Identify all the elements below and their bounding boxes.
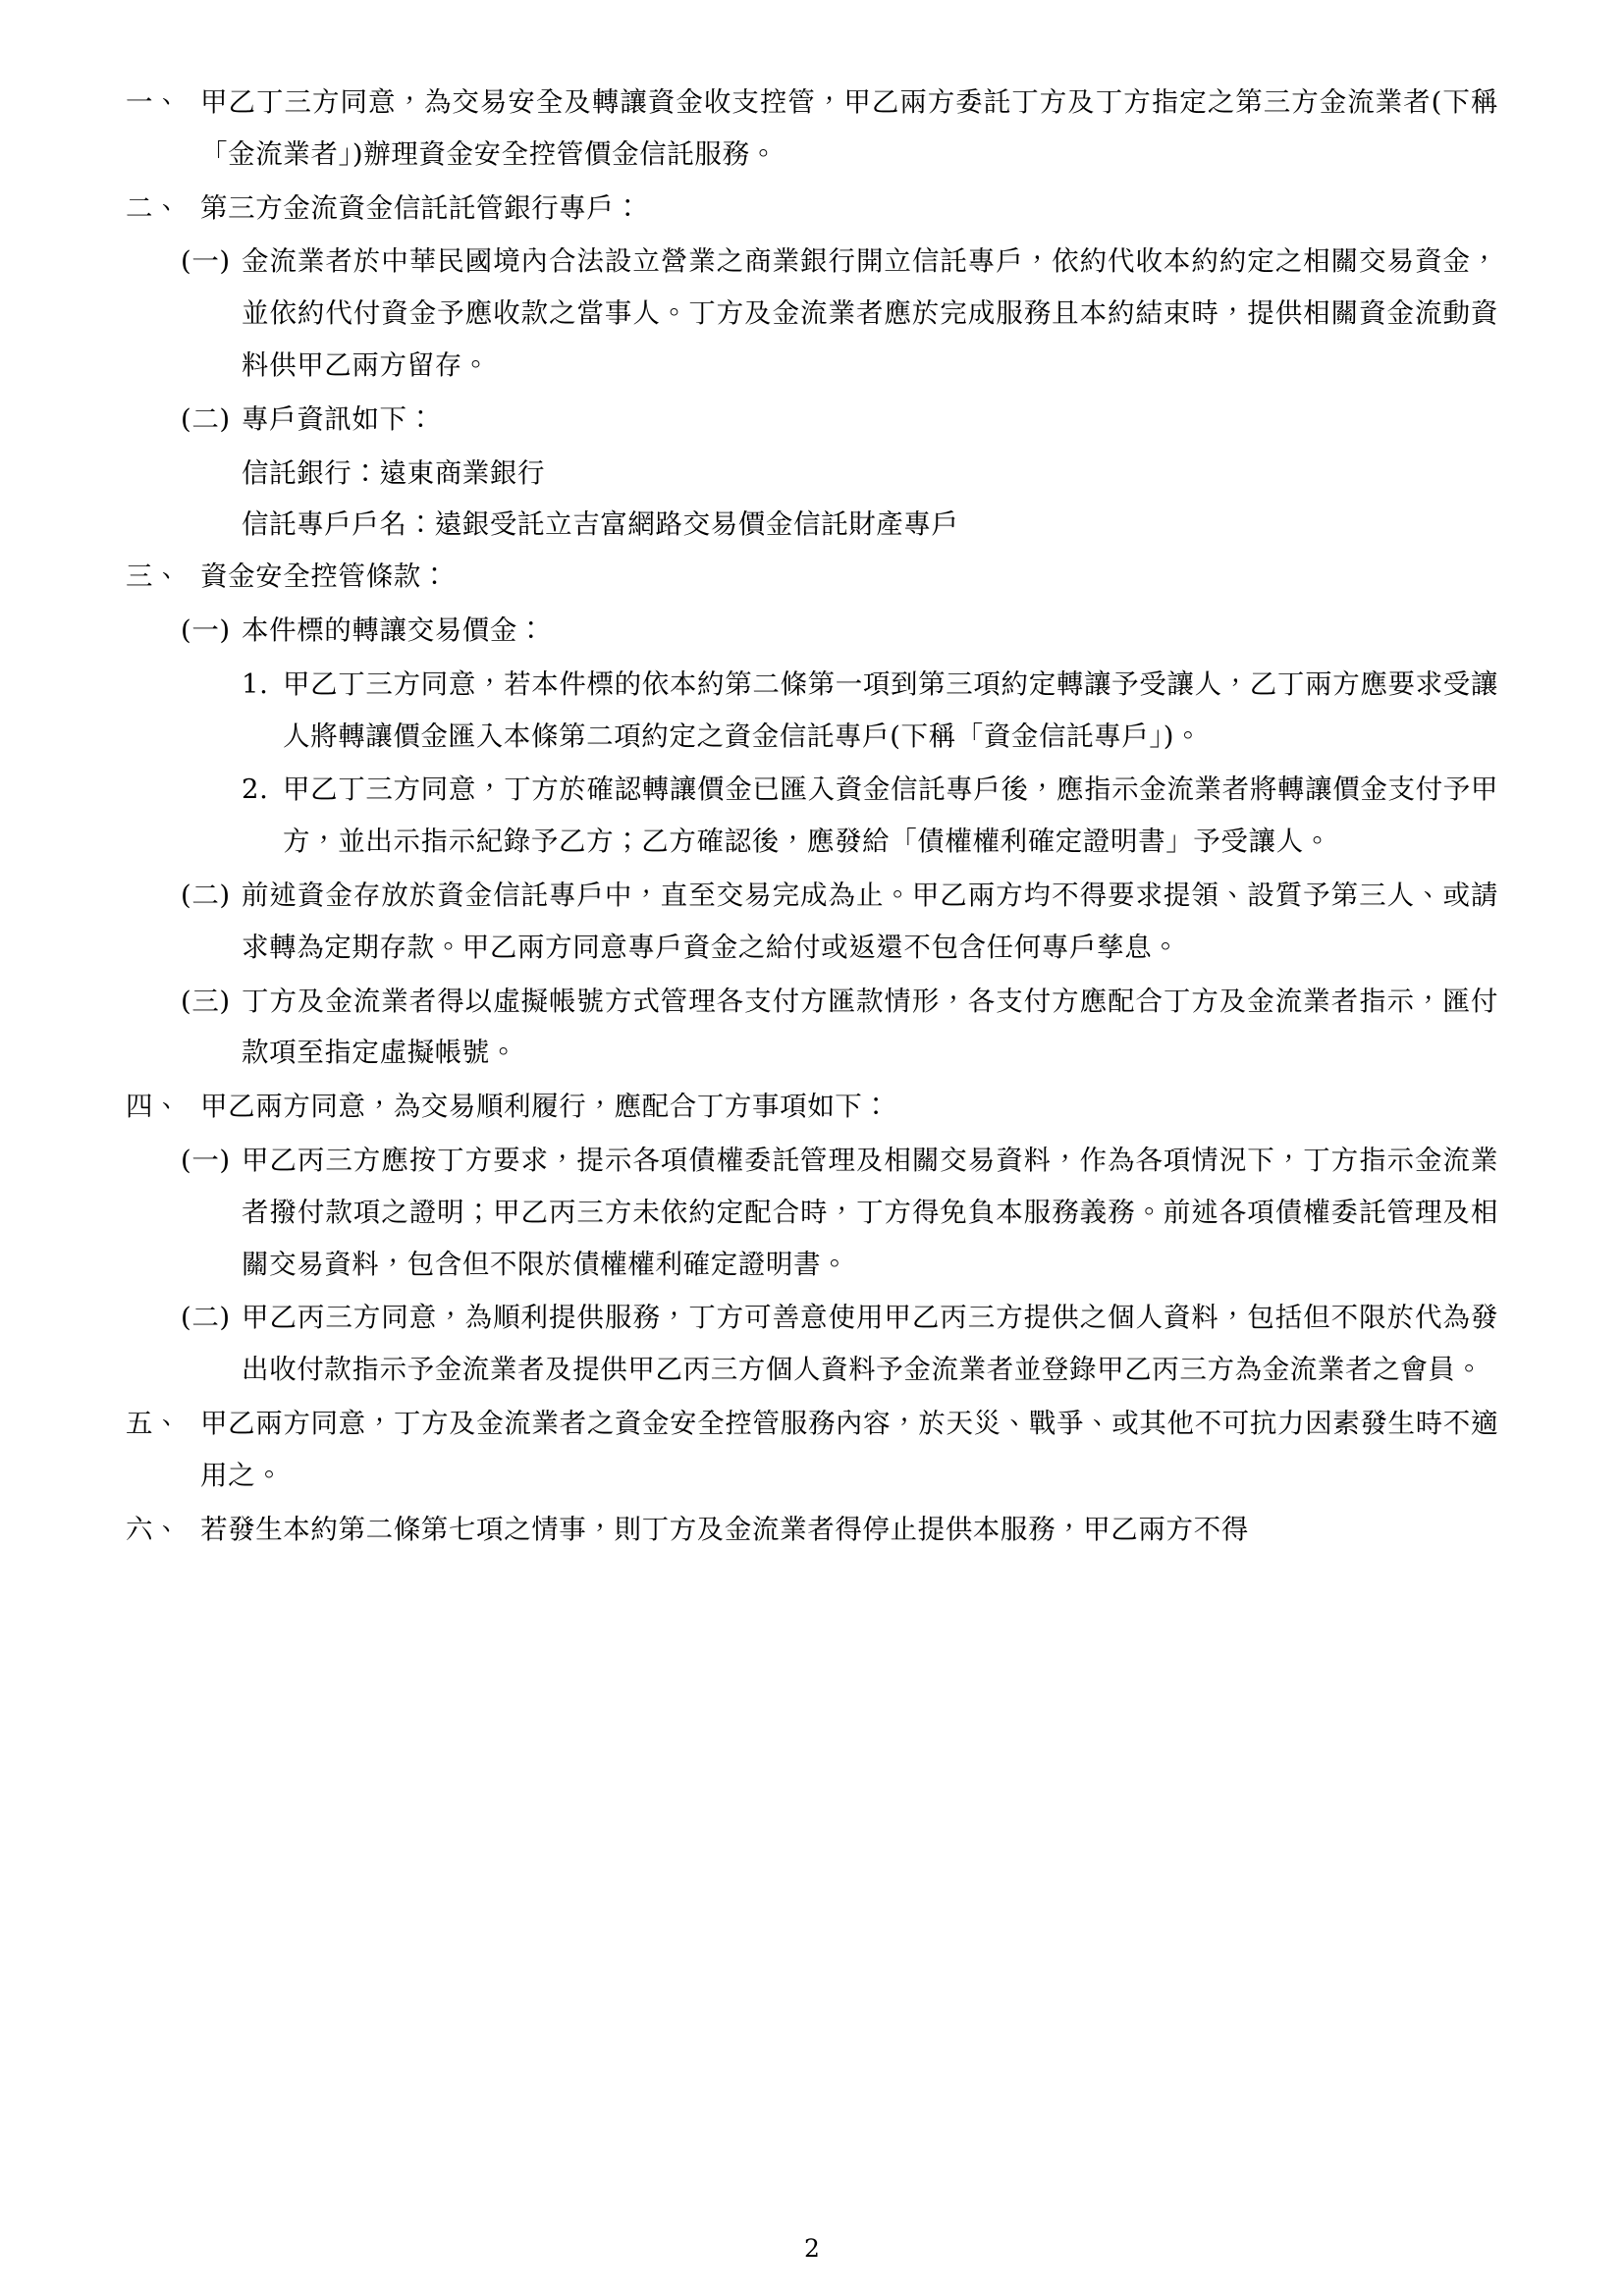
clause-item (181, 236, 1498, 391)
clause-marker: (一) (181, 1144, 231, 1176)
clause-text: 第三方金流資金信託託管銀行專戶： (200, 191, 642, 224)
clause-text: 甲乙兩方同意，為交易順利履行，應配合丁方事項如下： (200, 1091, 891, 1123)
clause-marker: (三) (181, 985, 231, 1017)
clause-text: 若發生本約第二條第七項之情事，則丁方及金流業者得停止提供本服務，甲乙兩方不得 (200, 1513, 1249, 1545)
clause-item (126, 551, 1498, 603)
clause-item (181, 605, 1498, 657)
clause-item (242, 764, 1498, 868)
clause-text: 前述資金存放於資金信託專戶中，直至交易完成為止。甲乙兩方均不得要求提領、設質予第三人、或請求轉為定期存款。甲乙兩方同意專戶資金之給付或返還不包含任何專戶孳息。 (242, 879, 1498, 963)
clause-marker: (二) (181, 402, 231, 435)
clause-text: 甲乙丙三方應按丁方要求，提示各項債權委託管理及相關交易資料，作為各項情況下，丁方指示金流業者撥付款項之證明；甲乙丙三方未依約定配合時，丁方得免負本服務義務。前述各項債權委託管理及相關交易資料，包含但不限於債權權利確定證明書。 (242, 1144, 1498, 1280)
clause-item (181, 976, 1498, 1080)
clause-item (181, 1135, 1498, 1290)
clause-item (126, 1504, 1498, 1556)
clause-marker: (二) (181, 879, 231, 911)
clause-text: 丁方及金流業者得以虛擬帳號方式管理各支付方匯款情形，各支付方應配合丁方及金流業者指示，匯付款項至指定虛擬帳號。 (242, 985, 1498, 1069)
clause-text: 本件標的轉讓交易價金： (242, 614, 546, 646)
clause-marker: 六、 (126, 1513, 182, 1545)
trust-bank-line: 信託銀行：遠東商業銀行 (242, 456, 546, 489)
clause-marker: (一) (181, 245, 231, 278)
clause-marker: 一、 (126, 86, 182, 118)
clause-marker: 2. (242, 774, 269, 806)
clause-marker: 四、 (126, 1091, 182, 1123)
clause-item (126, 1398, 1498, 1502)
clause-item (242, 659, 1498, 763)
clause-item (126, 77, 1498, 181)
page-number: 2 (804, 2234, 820, 2263)
clause-text: 資金安全控管條款： (200, 561, 449, 593)
clause-item (126, 1081, 1498, 1133)
clause-text: 甲乙丁三方同意，若本件標的依本約第二條第一項到第三項約定轉讓予受讓人，乙丁兩方應要求受讓人將轉讓價金匯入本條第二項約定之資金信託專戶(下稱「資金信託專戶」)。 (283, 667, 1498, 752)
clause-item (126, 183, 1498, 235)
clause-marker: 二、 (126, 191, 182, 224)
clause-item (181, 870, 1498, 974)
document-body (126, 77, 1498, 1555)
clause-text: 甲乙兩方同意，丁方及金流業者之資金安全控管服務內容，於天災、戰爭、或其他不可抗力因素發生時不適用之。 (200, 1407, 1498, 1491)
clause-marker: 五、 (126, 1407, 182, 1439)
trust-account-name-line: 信託專戶戶名：遠銀受託立吉富網路交易價金信託財產專戶 (242, 508, 959, 541)
clause-text: 甲乙丁三方同意，為交易安全及轉讓資金收支控管，甲乙兩方委託丁方及丁方指定之第三方金流業者(下稱「金流業者」)辦理資金安全控管價金信託服務。 (200, 86, 1498, 170)
clause-marker: (二) (181, 1302, 231, 1334)
clause-item (181, 1292, 1498, 1396)
clause-marker: 三、 (126, 561, 182, 593)
clause-text: 甲乙丁三方同意，丁方於確認轉讓價金已匯入資金信託專戶後，應指示金流業者將轉讓價金支付予甲方，並出示指示紀錄予乙方；乙方確認後，應發給「債權權利確定證明書」予受讓人。 (283, 774, 1498, 858)
clause-text: 專戶資訊如下： (242, 402, 435, 435)
clause-item (181, 394, 1498, 446)
clause-marker: (一) (181, 614, 231, 646)
clause-text: 金流業者於中華民國境內合法設立營業之商業銀行開立信託專戶，依約代收本約約定之相關交易資金，並依約代付資金予應收款之當事人。丁方及金流業者應於完成服務且本約結束時，提供相關資金流動資料供甲乙兩方留存。 (242, 245, 1498, 381)
clause-marker: 1. (242, 667, 269, 700)
clause-text: 甲乙丙三方同意，為順利提供服務，丁方可善意使用甲乙丙三方提供之個人資料，包括但不限於代為發出收付款指示予金流業者及提供甲乙丙三方個人資料予金流業者並登錄甲乙丙三方為金流業者之會員。 (242, 1302, 1498, 1386)
